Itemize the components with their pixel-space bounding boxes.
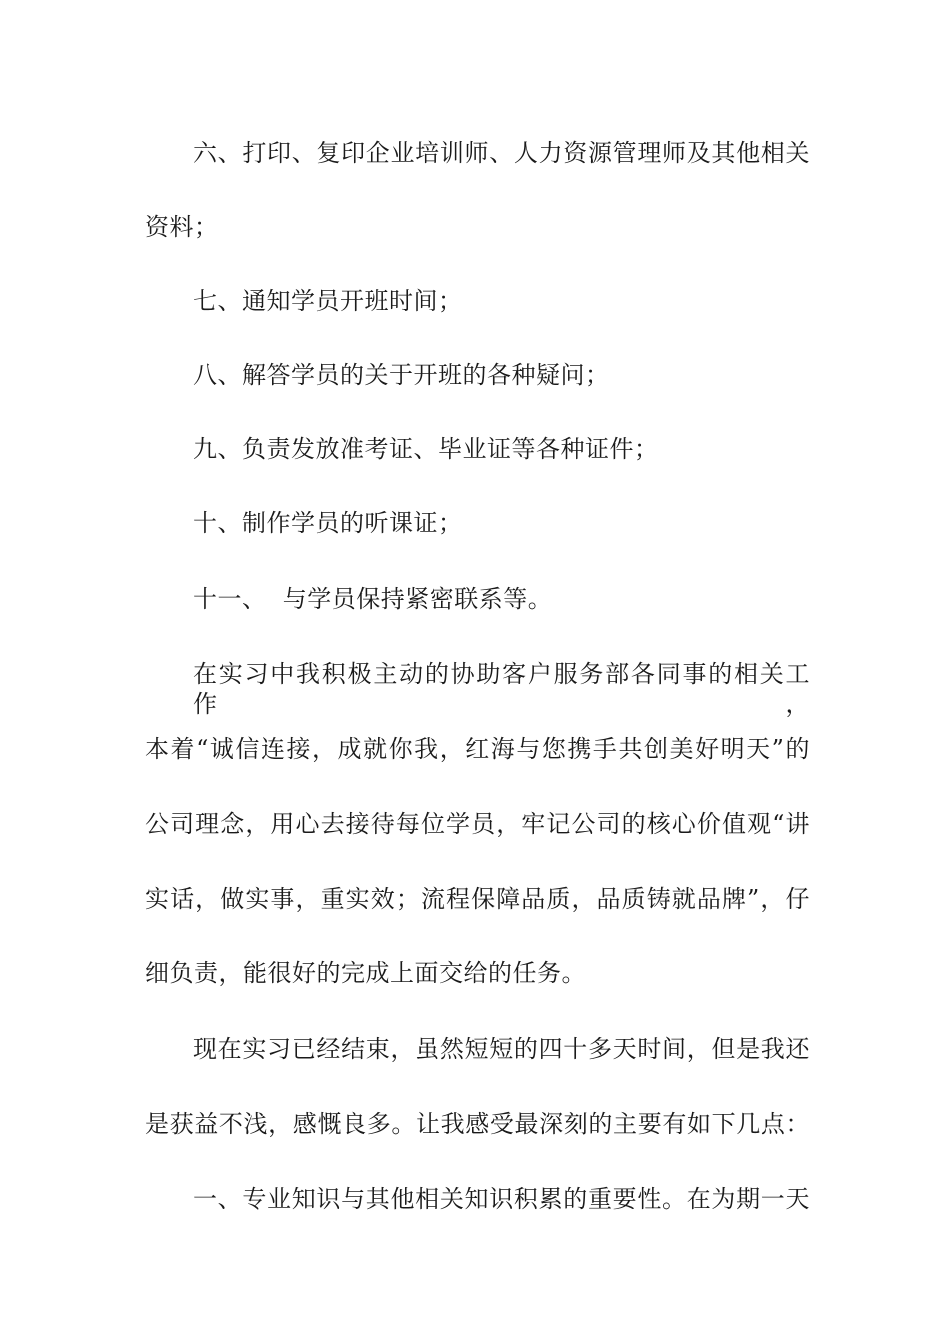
text-line: 在实习中我积极主动的协助客户服务部各同事的相关工作， [193,660,810,718]
text-line: 十一、 与学员保持紧密联系等。 [193,585,553,613]
text-line: 十、制作学员的听课证； [193,509,463,537]
text-line: 细负责，能很好的完成上面交给的任务。 [145,959,586,987]
text-line: 六、打印、复印企业培训师、人力资源管理师及其他相关 [193,139,810,167]
text-line: 现在实习已经结束，虽然短短的四十多天时间，但是我还 [193,1035,810,1063]
text-line: 一、专业知识与其他相关知识积累的重要性。在为期一天 [193,1185,810,1213]
text-line: 九、负责发放准考证、毕业证等各种证件； [193,435,659,463]
text-line: 是获益不浅，感慨良多。让我感受最深刻的主要有如下几点： [145,1110,810,1138]
text-line: 资料； [145,213,219,241]
text-line: 公司理念，用心去接待每位学员，牢记公司的核心价值观“讲 [145,810,810,838]
text-line: 实话，做实事，重实效；流程保障品质，品质铸就品牌”，仔 [145,885,810,913]
text-line: 七、通知学员开班时间； [193,287,463,315]
text-line: 本着“诚信连接，成就你我，红海与您携手共创美好明天”的 [145,735,810,763]
text-line: 八、解答学员的关于开班的各种疑问； [193,361,610,389]
